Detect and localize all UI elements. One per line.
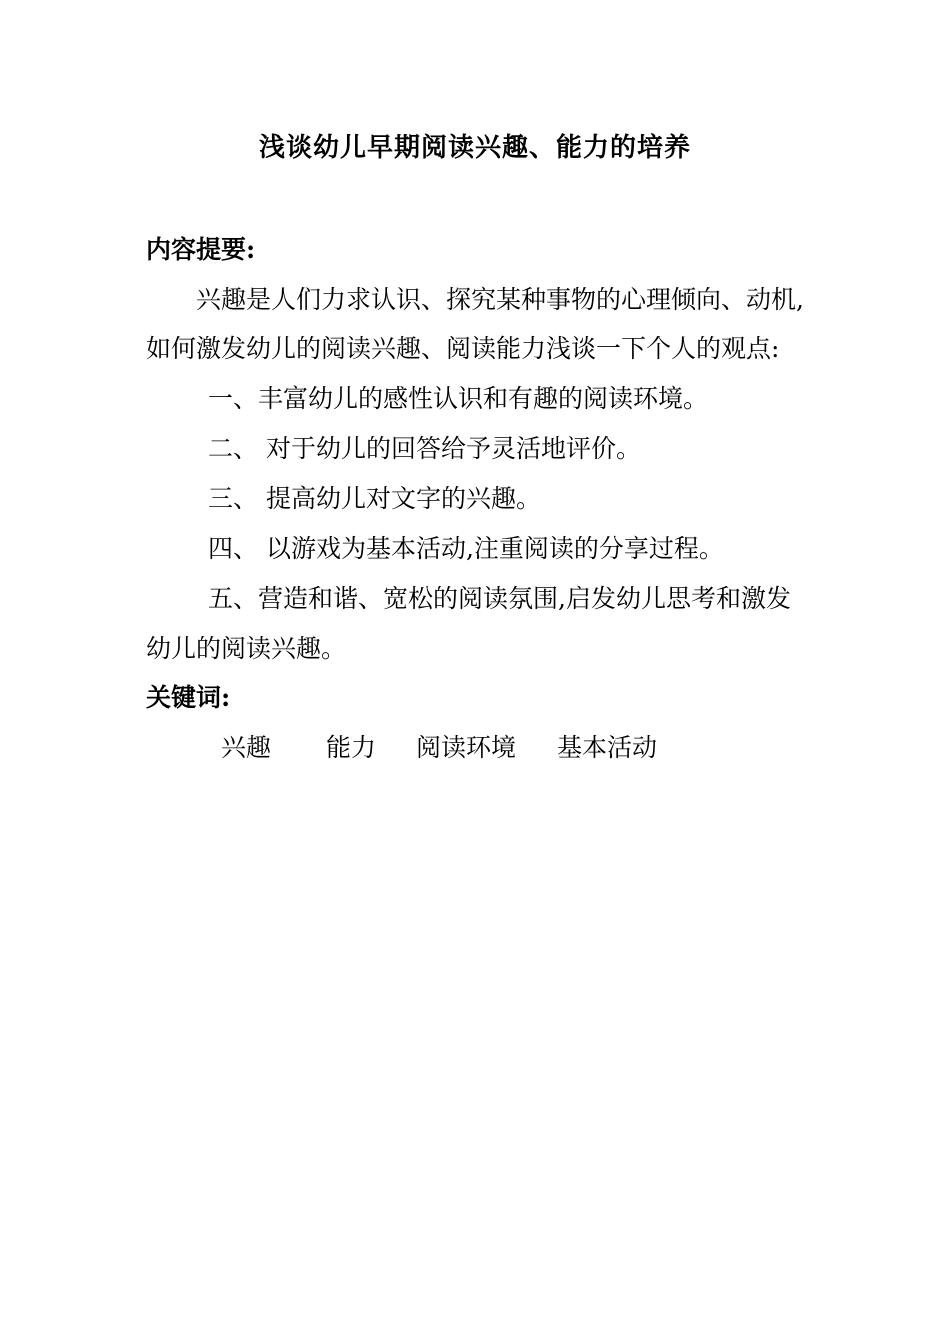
abstract-point-1: 一、丰富幼儿的感性认识和有趣的阅读环境。 [208, 384, 709, 413]
abstract-point-3: 三、 提高幼儿对文字的兴趣。 [208, 484, 541, 513]
abstract-line: 如何激发幼儿的阅读兴趣、阅读能力浅谈一下个人的观点: [146, 334, 780, 363]
keyword: 兴趣 [221, 733, 272, 762]
abstract-point-4: 四、 以游戏为基本活动,注重阅读的分享过程。 [208, 534, 724, 563]
abstract-line: 幼儿的阅读兴趣。 [146, 634, 347, 663]
abstract-point-2: 二、 对于幼儿的回答给予灵活地评价。 [208, 434, 641, 463]
document-title: 浅谈幼儿早期阅读兴趣、能力的培养 [258, 133, 691, 163]
abstract-heading: 内容提要: [146, 235, 256, 264]
keywords-heading: 关键词: [146, 683, 231, 712]
abstract-line: 兴趣是人们力求认识、探究某种事物的心理倾向、动机, [196, 285, 804, 314]
abstract-point-5: 五、营造和谐、宽松的阅读氛围,启发幼儿思考和激发 [208, 584, 791, 613]
keyword: 基本活动 [557, 733, 658, 762]
keyword: 阅读环境 [416, 733, 517, 762]
keyword: 能力 [326, 733, 377, 762]
